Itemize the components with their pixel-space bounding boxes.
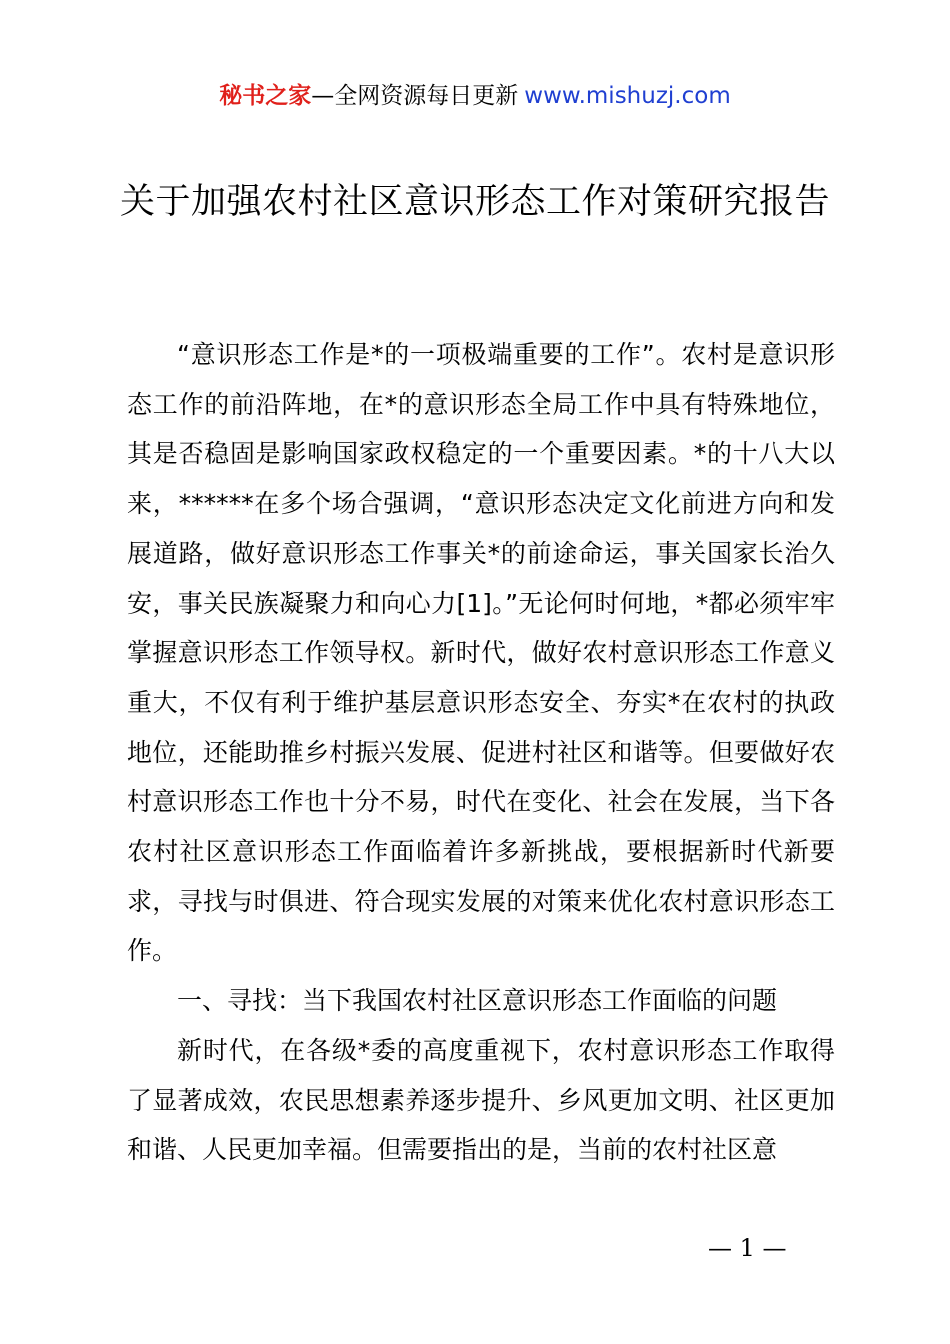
banner-slogan: —全网资源每日更新 <box>311 83 519 109</box>
section-paragraph: 新时代，在各级*委的高度重视下，农村意识形态工作取得了显著成效，农民思想素养逐步提升、乡风更加文明、社区更加和谐、人民更加幸福。但需要指出的是，当前的农村社区意 <box>127 1035 835 1165</box>
page-number: — 1 — <box>708 1234 787 1262</box>
banner-brand: 秘书之家 <box>219 83 312 109</box>
intro-paragraph: “意识形态工作是*的一项极端重要的工作”。农村是意识形态工作的前沿阵地，在*的意识形态全局工作中具有特殊地位，其是否稳固是影响国家政权稳定的一个重要因素。*的十八大以来，******在多个场合强调，“意识形态决定文化前进方向和发展道路，做好意识形态工作事关*的前途命运，事关国家长治久安，事关民族凝聚力和向心力[1]。”无论何时何地，*都必须牢牢掌握意识形态工作领导权。新时代，做好农村意识形态工作意义重大，不仅有利于维护基层意识形态安全、夯实*在农村的执政地位，还能助推乡村振兴发展、促进村社区和谐等。但要做好农村意识形态工作也十分不易，时代在变化、社会在发展，当下各农村社区意识形态工作面临着许多新挑战，要根据新时代新要求，寻找与时俱进、符合现实发展的对策来优化农村意识形态工作。 <box>127 340 835 966</box>
site-banner <box>0 80 950 112</box>
document-title: 关于加强农村社区意识形态工作对策研究报告 <box>120 182 831 222</box>
document-body <box>127 330 835 1175</box>
section-heading: 一、寻找：当下我国农村社区意识形态工作面临的问题 <box>177 986 778 1016</box>
banner-url-link[interactable]: www.mishuzj.com <box>524 83 731 109</box>
